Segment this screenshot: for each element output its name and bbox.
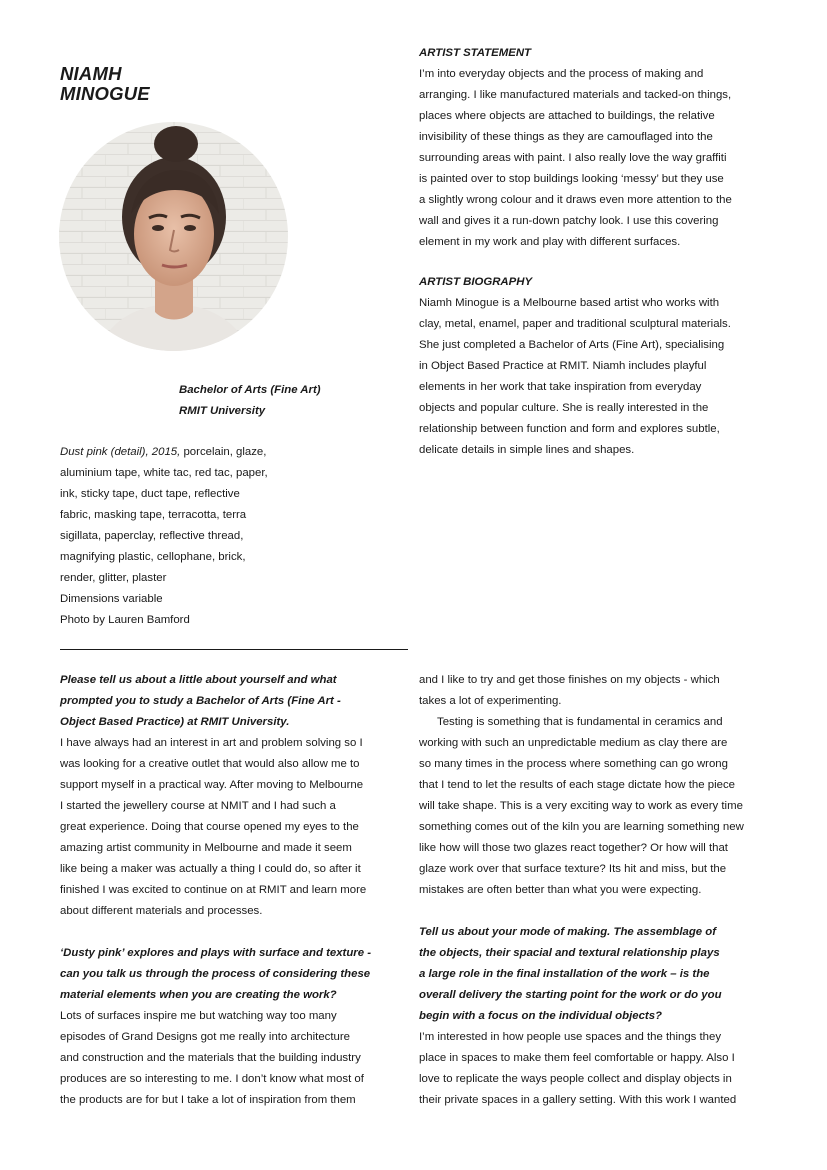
question-line: Please tell us about a little about yourself and what (60, 674, 337, 686)
question-line: the objects, their spacial and textural relationship plays (419, 947, 720, 959)
caption-line: render, glitter, plaster (60, 572, 167, 584)
biography-line: clay, metal, enamel, paper and traditional sculptural materials. (419, 318, 731, 330)
artist-name-line2: MINOGUE (60, 83, 150, 104)
answer-line: amazing artist community in Melbourne and made it seem (60, 842, 352, 854)
caption-materials-start: porcelain, glaze, (180, 446, 267, 458)
statement-line: arranging. I like manufactured materials and tacked-on things, (419, 89, 732, 101)
biography-line: in Object Based Practice at RMIT. Niamh includes playful (419, 360, 707, 372)
degree-info (179, 380, 321, 422)
statement-line: surrounding areas with paint. I also really love the way graffiti (419, 152, 727, 164)
answer-line: like being a maker was actually a thing I could do, so after it (60, 863, 361, 875)
answer-line: was looking for a creative outlet that would also allow me to (60, 758, 360, 770)
statement-line: a slightly wrong colour and it draws even more attention to the (419, 194, 732, 206)
answer-line: about different materials and processes. (60, 905, 263, 917)
biography-heading: ARTIST BIOGRAPHY (419, 276, 533, 288)
answer-line: love to replicate the ways people collect and display objects in (419, 1073, 732, 1085)
biography-line: relationship between function and form and explores subtle, (419, 423, 720, 435)
answer-line: I’m interested in how people use spaces and the things they (419, 1031, 722, 1043)
section-divider (60, 649, 408, 650)
biography-line: She just completed a Bachelor of Arts (Fine Art), specialising (419, 339, 725, 351)
statement-line: element in my work and play with different surfaces. (419, 236, 681, 248)
answer-line: great experience. Doing that course opened my eyes to the (60, 821, 359, 833)
question-line: overall delivery the starting point for the work or do you (419, 989, 722, 1001)
caption-line: sigillata, paperclay, reflective thread, (60, 530, 244, 542)
artist-portrait-photo (59, 122, 288, 351)
answer-line: takes a lot of experimenting. (419, 695, 562, 707)
answer-2 (60, 1006, 400, 1111)
question-line: a large role in the final installation of the work – is the (419, 968, 710, 980)
answer-line: Lots of surfaces inspire me but watching way too many (60, 1010, 337, 1022)
caption-photo-credit: Photo by Lauren Bamford (60, 614, 190, 626)
interview-right-column (419, 670, 769, 1111)
answer-line: working with such an unpredictable medium as clay there are (419, 737, 728, 749)
biography-line: Niamh Minogue is a Melbourne based artist who works with (419, 297, 720, 309)
answer-line: and construction and the materials that the building industry (60, 1052, 361, 1064)
answer-line: finished I was excited to continue on at RMIT and learn more (60, 884, 367, 896)
answer-line: the products are for but I take a lot of inspiration from them (60, 1094, 356, 1106)
question-3 (419, 922, 769, 1027)
statement-line: places where objects are attached to buildings, the relative (419, 110, 715, 122)
question-line: prompted you to study a Bachelor of Arts (Fine Art - (60, 695, 341, 707)
question-line: Object Based Practice) at RMIT University. (60, 716, 290, 728)
answer-line: episodes of Grand Designs got me really into architecture (60, 1031, 350, 1043)
answer-line: place in spaces to make them feel comfortable or happy. Also I (419, 1052, 735, 1064)
artist-biography (419, 272, 769, 461)
statement-line: wall and gives it a run-down patchy look. I use this covering (419, 215, 719, 227)
answer-line: will take shape. This is a very exciting way to work as every time (419, 800, 743, 812)
biography-line: elements in her work that take inspiration from everyday (419, 381, 702, 393)
question-line: ‘Dusty pink’ explores and plays with surface and texture - (60, 947, 372, 959)
caption-line: fabric, masking tape, terracotta, terra (60, 509, 247, 521)
answer-line: mistakes are often better than what you were expecting. (419, 884, 702, 896)
answer-3 (419, 1027, 769, 1111)
question-line: can you talk us through the process of considering these (60, 968, 371, 980)
caption-dimensions: Dimensions variable (60, 593, 163, 605)
answer-line: support myself in a practical way. After moving to Melbourne (60, 779, 364, 791)
question-1 (60, 670, 400, 733)
answer-line: Testing is something that is fundamental in ceramics and (437, 716, 723, 728)
artwork-title: Dust pink (detail), 2015, (60, 446, 181, 458)
answer-line: glaze work over that surface texture? Its hit and miss, but the (419, 863, 727, 875)
caption-line (60, 442, 310, 463)
question-2 (60, 943, 400, 1006)
degree-title: Bachelor of Arts (Fine Art) (179, 384, 321, 396)
statement-line: I’m into everyday objects and the process of making and (419, 68, 704, 80)
answer-line: I have always had an interest in art and problem solving so I (60, 737, 363, 749)
artist-statement (419, 43, 769, 253)
answer-line: something comes out of the kiln you are learning something new (419, 821, 744, 833)
answer-line: produces are so interesting to me. I don’t know what most of (60, 1073, 364, 1085)
answer-line: their private spaces in a gallery setting. With this work I wanted (419, 1094, 737, 1106)
biography-line: delicate details in simple lines and shapes. (419, 444, 635, 456)
degree-institution: RMIT University (179, 405, 266, 417)
answer-line: so many times in the process where something can go wrong (419, 758, 728, 770)
answer-line: I started the jewellery course at NMIT and I had such a (60, 800, 336, 812)
answer-line: that I tend to let the results of each stage dictate how the piece (419, 779, 735, 791)
question-line: Tell us about your mode of making. The assemblage of (419, 926, 717, 938)
statement-line: invisibility of these things as they are camouflaged into the (419, 131, 713, 143)
artist-name-line1: NIAMH (60, 63, 122, 84)
interview-left-column (60, 670, 400, 1111)
answer-2-continued (419, 670, 769, 712)
statement-heading: ARTIST STATEMENT (419, 47, 532, 59)
answer-2-paragraph-2 (419, 712, 769, 901)
caption-line: ink, sticky tape, duct tape, reflective (60, 488, 240, 500)
answer-line: like how will those two glazes react together? Or how will that (419, 842, 728, 854)
statement-line: is painted over to stop buildings looking ‘messy’ but they use (419, 173, 724, 185)
biography-line: objects and popular culture. She is really interested in the (419, 402, 709, 414)
answer-line: and I like to try and get those finishes on my objects - which (419, 674, 720, 686)
answer-1 (60, 733, 400, 922)
artwork-caption (60, 442, 310, 631)
caption-line: magnifying plastic, cellophane, brick, (60, 551, 246, 563)
question-line: material elements when you are creating the work? (60, 989, 337, 1001)
question-line: begin with a focus on the individual objects? (419, 1010, 663, 1022)
artist-name (60, 64, 150, 104)
caption-line: aluminium tape, white tac, red tac, paper, (60, 467, 268, 479)
